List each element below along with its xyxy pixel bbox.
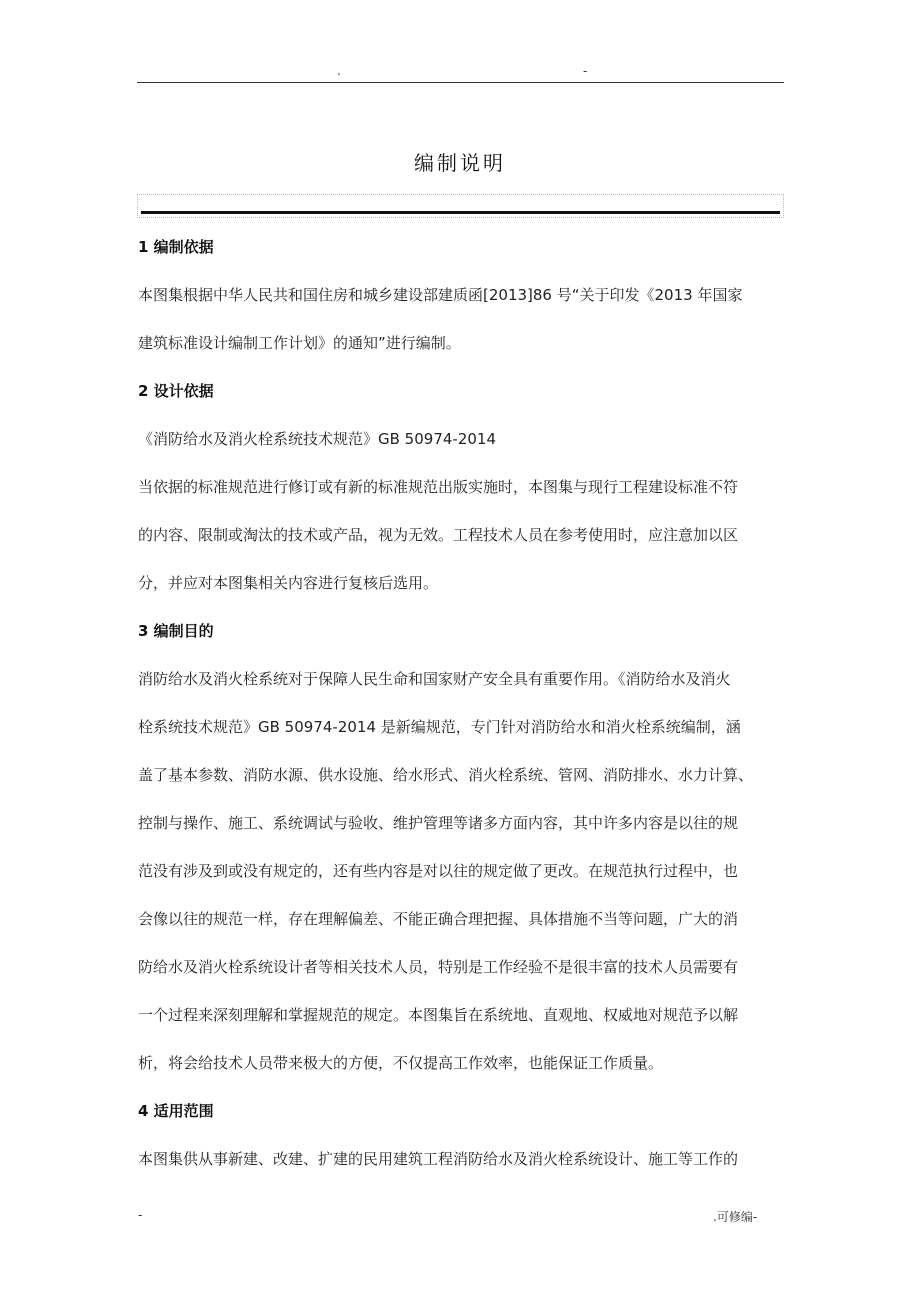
paragraph-line: 析，将会给技术人员带来极大的方便，不仅提高工作效率，也能保证工作质量。 [138,1054,664,1072]
paragraph-line: 建筑标准设计编制工作计划》的通知”进行编制。 [138,334,461,352]
header-dash: - [583,64,588,78]
section-heading-design-basis: 2 设计依据 [138,382,214,400]
header-dot: . [337,64,341,78]
paragraph-line: 分，并应对本图集相关内容进行复核后选用。 [138,574,439,592]
paragraph-line: 本图集根据中华人民共和国住房和城乡建设部建质函[2013]86 号“关于印发《2013 年国家 [138,286,743,304]
footer-left-mark: - [138,1208,143,1222]
paragraph-line: 会像以往的规范一样，存在理解偏差、不能正确合理把握、具体措施不当等问题，广大的消 [138,910,739,928]
page-title: 编制说明 [414,151,506,175]
title-rule [141,211,780,214]
header-rule [137,82,784,83]
paragraph-line: 《消防给水及消火栓系统技术规范》GB 50974-2014 [138,430,496,448]
paragraph-line: 防给水及消火栓系统设计者等相关技术人员，特别是工作经验不是很丰富的技术人员需要有 [138,958,739,976]
paragraph-line: 盖了基本参数、消防水源、供水设施、给水形式、消火栓系统、管网、消防排水、水力计算、 [138,766,754,784]
paragraph-line: 范没有涉及到或没有规定的，还有些内容是对以往的规定做了更改。在规范执行过程中，也 [138,862,739,880]
paragraph-line: 消防给水及消火栓系统对于保障人民生命和国家财产安全具有重要作用。《消防给水及消火 [138,670,731,688]
paragraph-line: 当依据的标准规范进行修订或有新的标准规范出版实施时，本图集与现行工程建设标准不符 [138,478,739,496]
paragraph-line: 一个过程来深刻理解和掌握规范的规定。本图集旨在系统地、直观地、权威地对规范予以解 [138,1006,739,1024]
section-heading-basis: 1 编制依据 [138,238,214,256]
section-heading-purpose: 3 编制目的 [138,622,214,640]
paragraph-line: 栓系统技术规范》GB 50974-2014 是新编规范，专门针对消防给水和消火栓系统编制，涵 [138,718,741,736]
footer-right-note: .可修编- [713,1210,758,1224]
section-heading-scope: 4 适用范围 [138,1102,214,1120]
paragraph-line: 控制与操作、施工、系统调试与验收、维护管理等诸多方面内容，其中许多内容是以往的规 [138,814,739,832]
paragraph-line: 的内容、限制或淘汰的技术或产品，视为无效。工程技术人员在参考使用时，应注意加以区 [138,526,739,544]
title-frame [137,194,784,218]
paragraph-line: 本图集供从事新建、改建、扩建的民用建筑工程消防给水及消火栓系统设计、施工等工作的 [138,1150,739,1168]
